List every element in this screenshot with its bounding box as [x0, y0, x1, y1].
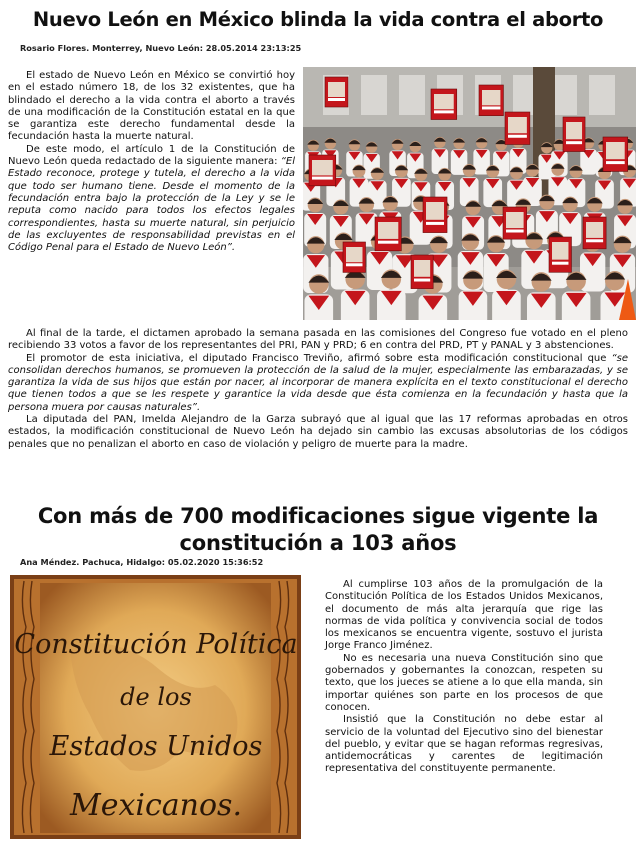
cover-line-3: Estados Unidos [49, 731, 263, 762]
article2-paragraph-2: No es necesaria una nueva Constitución sino que gobernados y gobernantes la conozcan, respeten su texto, que los jueces se atiene a lo que ella manda, sin importar quiénes son parte en los procesos de que conocen. [325, 652, 603, 713]
crowd-photo-icon [303, 67, 636, 320]
article1-p2-quote: “El Estado reconoce, protege y tutela, el derecho a la vida que todo ser humano tiene. Desde el momento de la fecundación entra bajo la protección de la Ley y se le reputa como nacido para todos los efectos legales correspondientes, hasta su muerte natural, sin perjuicio de las excluyentes de responsabilidad previstas en el Código Penal para el Estado de Nuevo León”. [8, 156, 295, 254]
article1-fullwidth [8, 328, 628, 451]
article1-paragraph-4 [8, 353, 628, 414]
rally-photo [303, 67, 636, 320]
article1-column [8, 70, 295, 254]
article1-paragraph-3: Al final de la tarde, el dictamen aprobado la semana pasada en las comisiones del Congreso fue votado en el pleno recibiendo 33 votos a favor de los representantes del PRI, PAN y PRD; 6 en contra del PRD, PT y PANAL y 3 abstenciones. [8, 328, 628, 352]
article2-headline: Con más de 700 modificaciones sigue vigente la constitución a 103 años [37, 504, 599, 555]
article2-byline: Ana Méndez. Pachuca, Hidalgo: 05.02.2020 15:36:52 [20, 557, 264, 567]
cover-line-1: Constitución Política [14, 629, 298, 660]
article1-byline: Rosario Flores. Monterrey, Nuevo León: 28.05.2014 23:13:25 [20, 43, 302, 53]
cover-line-4: Mexicanos. [70, 788, 242, 823]
article1-paragraph-5: La diputada del PAN, Imelda Alejandro de la Garza subrayó que al igual que las 17 reformas aprobadas en otros estados, la modificación constitucional de Nuevo León ha dejado sin cambio las excusas absolutorias de los códigos penales que no penalizan el aborto en caso de violación y peligro de muerte para la madre. [8, 414, 628, 450]
article1-headline: Nuevo León en México blinda la vida contra el aborto [32, 8, 604, 31]
cover-line-2: de los [120, 683, 192, 711]
article2-paragraph-1: Al cumplirse 103 años de la promulgación de la Constitución Política de los Estados Unidos Mexicanos, el documento de más alta jerarquía que rige las normas de vida política y convivencia social de todos los mexicanos se encuentra vigente, sostuvo el jurista Jorge Franco Jiménez. [325, 579, 603, 652]
constitution-photo [10, 575, 301, 839]
article1-paragraph-1: El estado de Nuevo León en México se convirtió hoy en el estado número 18, de los 32 existentes, que ha blindado el derecho a la vida contra el aborto a través de una modificación de la Constitución estatal en la que se garantiza este derecho fundamental desde la fecundación hasta la muerte natural. [8, 70, 295, 143]
article1-paragraph-2 [8, 144, 295, 255]
article1-p4-quote: “se consolidan derechos humanos, se promueven la protección de la salud de la mujer, especialmente las embarazadas, y se garantiza la vida de sus hijos que están por nacer, al incorporar de manera explícita en el texto constitucional el derecho que tienen todos a que se les respete y garantice la vida desde que ésta comienza en la fecundación y hasta que la persona muera por causas naturales”. [8, 352, 628, 413]
article2-column [325, 579, 603, 776]
article1-p4-intro: El promotor de esta iniciativa, el diputado Francisco Treviño, afirmó sobre esta modificación constitucional que [26, 352, 612, 364]
article1-p2-intro: De este modo, el artículo 1 de la Constitución de Nuevo León queda redactado de la siguiente manera: [8, 143, 295, 168]
constitution-cover-photo-icon [10, 575, 301, 839]
article2-paragraph-3: Insistió que la Constitución no debe estar al servicio de la voluntad del Ejecutivo sino del bienestar del pueblo, y evitar que se hagan reformas regresivas, antidemocráticas y carentes de legitimación representativa del constituyente permanente. [325, 714, 603, 775]
